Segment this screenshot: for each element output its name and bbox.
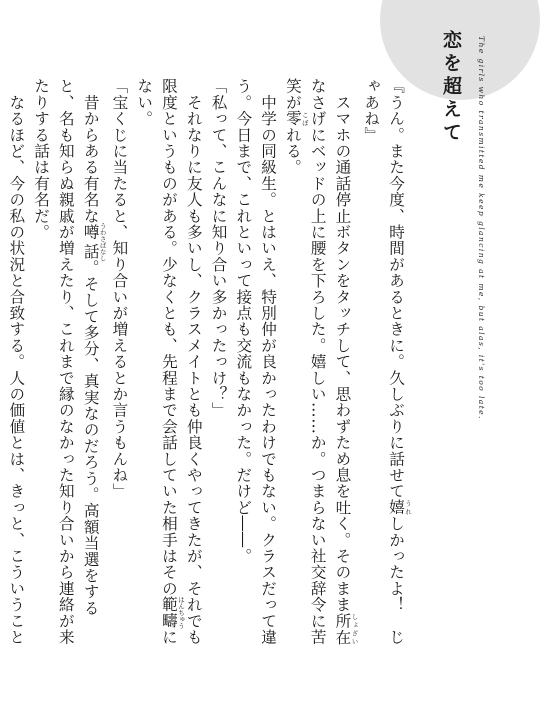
text-run: にない。	[135, 78, 178, 646]
paragraph	[107, 78, 132, 648]
ruby-reading: うれ	[404, 499, 412, 516]
paragraph	[28, 78, 106, 648]
text-run: 「私って、こんなに知り合い多かったっけ？」	[209, 78, 228, 419]
ruby-reading: はんちゅう	[176, 596, 185, 629]
ruby-base: 所在	[333, 612, 352, 646]
ruby-word	[333, 612, 359, 646]
text-run: 。そして多分、真実なのだろう。高額当選をすると、名も知らぬ親戚が増えたり、これまで縁のなかった知り合いから連絡が来たりする話は有名だ。	[32, 78, 100, 645]
ruby-word	[387, 499, 412, 516]
text-run: スマホの通話停止ボタンをタッチして、思わずため息を吐く。そのまま	[333, 78, 352, 613]
paragraph	[231, 78, 281, 648]
paragraph	[280, 78, 358, 648]
text-run: 『うん。また今度、時間があるときに。久しぶりに話せて	[387, 78, 405, 500]
ruby-base: 嬉	[387, 499, 405, 516]
text-run: それなりに友人も多いし、クラスメイトとも仲良くやってきたが、それでも限度というものがある。少なくとも、先程まで会話していた相手はその	[159, 78, 203, 645]
text-run: しかったよ！ じゃあね』	[362, 78, 405, 646]
body-text	[7, 78, 412, 648]
text-run: なるほど、今の私の状況と合致する。人の価値とは、きっと、こういうこと	[7, 94, 26, 645]
ruby-reading: しょざい	[350, 612, 359, 646]
paragraph	[358, 78, 412, 648]
paragraph	[0, 78, 28, 648]
text-run: なさげにベッドの上に腰を下ろした。嬉しい……か。つまらない社交辞令に苦笑が	[283, 78, 327, 645]
ruby-reading: こぼ	[300, 110, 309, 127]
chapter-title: 恋を超えて	[440, 30, 462, 145]
text-run: れる。	[283, 126, 302, 176]
ruby-base: 噂話	[81, 222, 100, 262]
ruby-word	[159, 596, 185, 629]
text-run: 昔からある有名な	[81, 78, 100, 224]
paragraph	[206, 78, 231, 648]
paragraph	[131, 78, 205, 648]
ruby-reading: うわさばなし	[98, 222, 107, 262]
ruby-word	[81, 222, 107, 262]
text-run: 中学の同級生。とはいえ、特別仲が良かったわけでもない。クラスだって違う。今日まで、これといって接点も交流もなかった。だけど――。	[234, 78, 278, 645]
text-run: 「宝くじに当たると、知り合いが増えるとか言うもんね」	[110, 78, 129, 500]
ruby-word	[283, 110, 309, 127]
ruby-base: 零	[283, 110, 302, 127]
ruby-base: 範疇	[159, 596, 178, 629]
running-head: The girls who transmitted me keep glancing at me, but alas, it's too late.	[477, 36, 486, 420]
